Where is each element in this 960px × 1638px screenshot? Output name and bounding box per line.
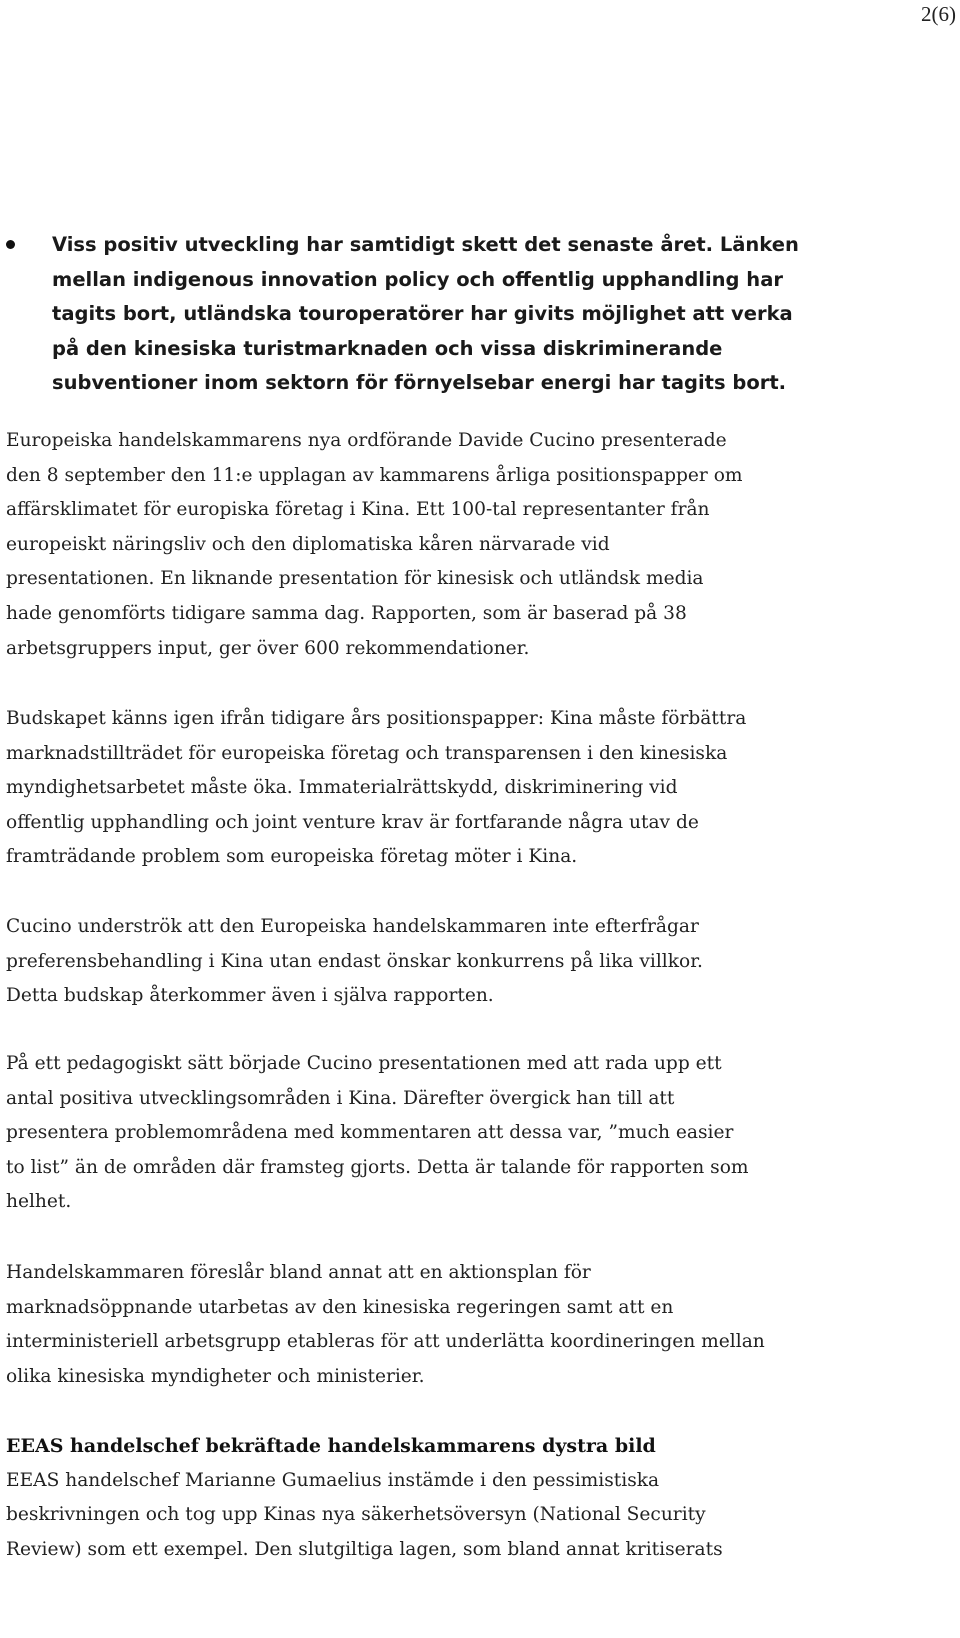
- paragraph-line: Detta budskap återkommer även i själva rapporten.: [6, 985, 494, 1007]
- paragraph-line: affärsklimatet för europiska företag i Kina. Ett 100-tal representanter från: [6, 499, 710, 521]
- paragraph-line: beskrivningen och tog upp Kinas nya säkerhetsöversyn (National Security: [6, 1504, 706, 1526]
- paragraph-line: Review) som ett exempel. Den slutgiltiga lagen, som bland annat kritiserats: [6, 1538, 723, 1560]
- paragraph-line: den 8 september den 11:e upplagan av kammarens årliga positionspapper om: [6, 464, 743, 486]
- bullet-line: tagits bort, utländska touroperatörer har givits möjlighet att verka: [52, 302, 793, 326]
- paragraph-line: preferensbehandling i Kina utan endast önskar konkurrens på lika villkor.: [6, 950, 703, 972]
- paragraph-line: EEAS handelschef Marianne Gumaelius instämde i den pessimistiska: [6, 1469, 660, 1491]
- paragraph-5: [6, 1256, 956, 1394]
- paragraph-line: Handelskammaren föreslår bland annat att en aktionsplan för: [6, 1262, 591, 1283]
- paragraph-line: arbetsgruppers input, ger över 600 rekommendationer.: [6, 637, 530, 659]
- paragraph-line: hade genomförts tidigare samma dag. Rapporten, som är baserad på 38: [6, 602, 687, 624]
- paragraph-4: [6, 1047, 956, 1220]
- paragraph-line: myndighetsarbetet måste öka. Immaterialrättskydd, diskriminering vid: [6, 777, 678, 799]
- paragraph-line: presentationen. En liknande presentation för kinesisk och utländsk media: [6, 568, 704, 590]
- bullet-text: [52, 228, 952, 401]
- paragraph-line: olika kinesiska myndigheter och ministerier.: [6, 1365, 425, 1387]
- section-heading: EEAS handelschef bekräftade handelskammarens dystra bild: [6, 1435, 656, 1457]
- paragraph-line: antal positiva utvecklingsområden i Kina. Därefter övergick han till att: [6, 1087, 675, 1109]
- paragraph-3: [6, 910, 956, 1014]
- paragraph-2: [6, 702, 956, 875]
- paragraph-line: to list” än de områden där framsteg gjorts. Detta är talande för rapporten som: [6, 1156, 749, 1178]
- bullet-line: på den kinesiska turistmarknaden och vissa diskriminerande: [52, 336, 723, 360]
- page-number: 2(6): [921, 2, 956, 26]
- paragraph-line: Europeiska handelskammarens nya ordförande Davide Cucino presenterade: [6, 430, 727, 451]
- bullet-line: Viss positiv utveckling har samtidigt skett det senaste året. Länken: [52, 233, 799, 256]
- paragraph-line: helhet.: [6, 1191, 72, 1213]
- bullet-line: mellan indigenous innovation policy och offentlig upphandling har: [52, 267, 783, 291]
- paragraph-line: Budskapet känns igen ifrån tidigare års positionspapper: Kina måste förbättra: [6, 708, 747, 729]
- paragraph-line: marknadsöppnande utarbetas av den kinesiska regeringen samt att en: [6, 1296, 674, 1318]
- bullet-dot-icon: [6, 240, 15, 249]
- paragraph-line: På ett pedagogiskt sätt började Cucino presentationen med att rada upp ett: [6, 1053, 722, 1074]
- paragraph-line: Cucino underströk att den Europeiska handelskammaren inte efterfrågar: [6, 916, 699, 937]
- paragraph-1: [6, 424, 956, 666]
- bullet-line: subventioner inom sektorn för förnyelsebar energi har tagits bort.: [52, 371, 787, 395]
- section-eeas: [6, 1429, 956, 1567]
- paragraph-line: marknadstillträdet för europeiska företag och transparensen i den kinesiska: [6, 742, 728, 764]
- paragraph-line: offentlig upphandling och joint venture krav är fortfarande några utav de: [6, 811, 699, 833]
- paragraph-line: interministeriell arbetsgrupp etableras för att underlätta koordineringen mellan: [6, 1331, 765, 1353]
- paragraph-line: presentera problemområdena med kommentaren att dessa var, ”much easier: [6, 1122, 734, 1144]
- paragraph-line: framträdande problem som europeiska företag möter i Kina.: [6, 846, 578, 868]
- paragraph-line: europeiskt näringsliv och den diplomatiska kåren närvarade vid: [6, 533, 610, 555]
- bullet-item: [6, 228, 956, 401]
